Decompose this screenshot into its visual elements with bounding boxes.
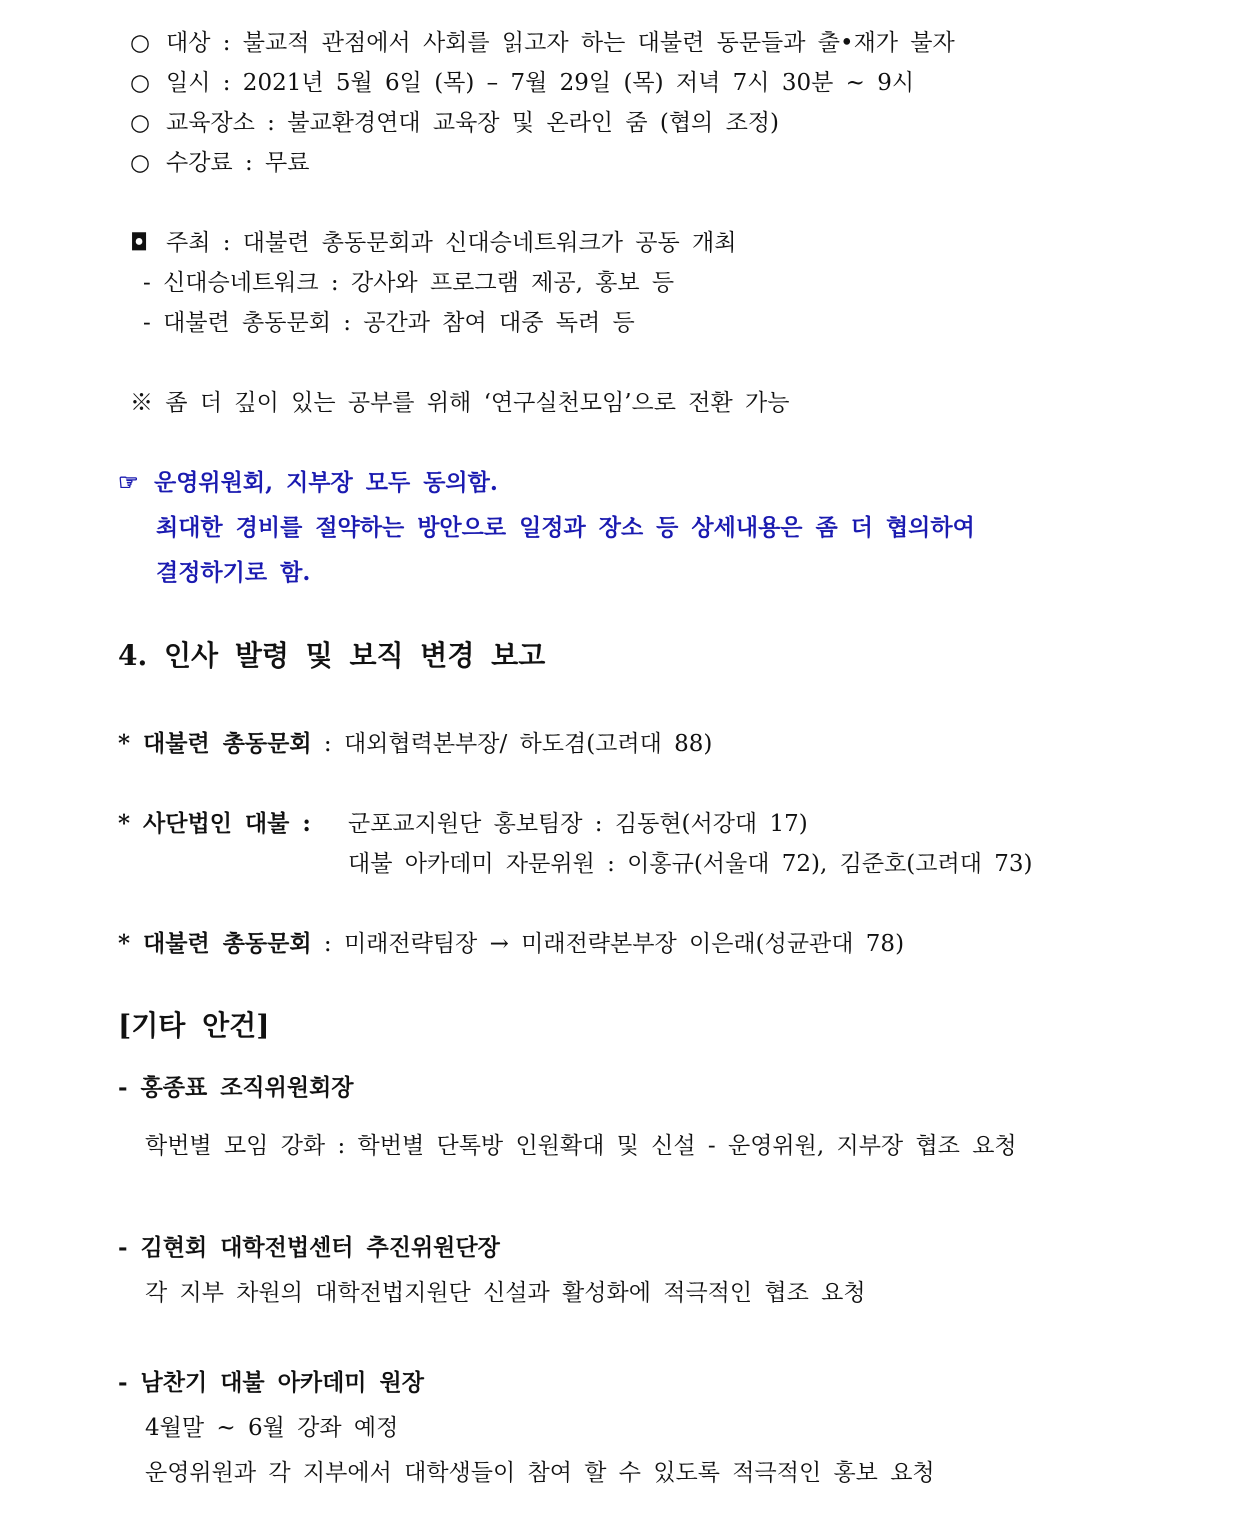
host-sub-item: - 대불련 총동문회 : 공간과 참여 대중 독려 등 bbox=[143, 310, 635, 336]
event-target: ○ 대상 : 불교적 관점에서 사회를 읽고자 하는 대불련 동문들과 출•재가 불자 bbox=[130, 30, 955, 56]
note: ※ 좀 더 깊이 있는 공부를 위해 ‘연구실천모임’으로 전환 가능 bbox=[130, 390, 790, 416]
misc-item-text: 학번별 모임 강화 : 학번별 단톡방 인원확대 및 신설 - 운영위원, 지부장 협조 요청 bbox=[145, 1133, 1017, 1159]
circle-bullet-icon: ○ bbox=[130, 110, 151, 136]
misc-item-text: 4월말 ~ 6월 강좌 예정 bbox=[145, 1415, 399, 1441]
circle-bullet-icon: ○ bbox=[130, 70, 151, 96]
event-schedule: ○ 일시 : 2021년 5월 6일 (목) – 7월 29일 (목) 저녁 7시 30분 ~ 9시 bbox=[130, 70, 915, 96]
misc-item-title: - 남찬기 대불 아카데미 원장 bbox=[118, 1369, 424, 1396]
host-sub-item: - 신대승네트워크 : 강사와 프로그램 제공, 홍보 등 bbox=[143, 270, 675, 296]
resolution-line: 최대한 경비를 절약하는 방안으로 일정과 장소 등 상세내용은 좀 더 협의하여 bbox=[156, 514, 975, 541]
misc-heading: [기타 안건] bbox=[118, 1009, 270, 1042]
host-title: ◘ 주최 : 대불련 총동문회과 신대승네트워크가 공동 개최 bbox=[130, 230, 737, 256]
personnel-entry: * 대불련 총동문회 : 대외협력본부장/ 하도겸(고려대 88) bbox=[118, 730, 713, 757]
pointing-hand-icon: ☞ bbox=[118, 469, 139, 496]
personnel-entry: * 사단법인 대불 : bbox=[118, 810, 311, 837]
misc-item-text: 운영위원과 각 지부에서 대학생들이 참여 할 수 있도록 적극적인 홍보 요청 bbox=[145, 1460, 935, 1486]
inverse-bullet-icon: ◘ bbox=[130, 230, 149, 256]
event-fee: ○ 수강료 : 무료 bbox=[130, 150, 310, 176]
personnel-detail: 군포교지원단 홍보팀장 : 김동현(서강대 17) bbox=[348, 811, 808, 837]
resolution-line: 결정하기로 함. bbox=[156, 559, 311, 586]
event-venue: ○ 교육장소 : 불교환경연대 교육장 및 온라인 줌 (협의 조정) bbox=[130, 110, 779, 136]
circle-bullet-icon: ○ bbox=[130, 30, 151, 56]
resolution-line: ☞ 운영위원회, 지부장 모두 동의함. bbox=[118, 469, 498, 496]
personnel-detail: 대불 아카데미 자문위원 : 이홍규(서울대 72), 김준호(고려대 73) bbox=[348, 851, 1033, 877]
section-heading: 4. 인사 발령 및 보직 변경 보고 bbox=[118, 639, 546, 672]
circle-bullet-icon: ○ bbox=[130, 150, 151, 176]
misc-item-title: - 홍종표 조직위원회장 bbox=[118, 1074, 354, 1101]
personnel-entry: * 대불련 총동문회 : 미래전략팀장 → 미래전략본부장 이은래(성균관대 78) bbox=[118, 930, 905, 957]
misc-item-text: 각 지부 차원의 대학전법지원단 신설과 활성화에 적극적인 협조 요청 bbox=[145, 1280, 866, 1306]
misc-item-title: - 김현회 대학전법센터 추진위원단장 bbox=[118, 1234, 500, 1261]
